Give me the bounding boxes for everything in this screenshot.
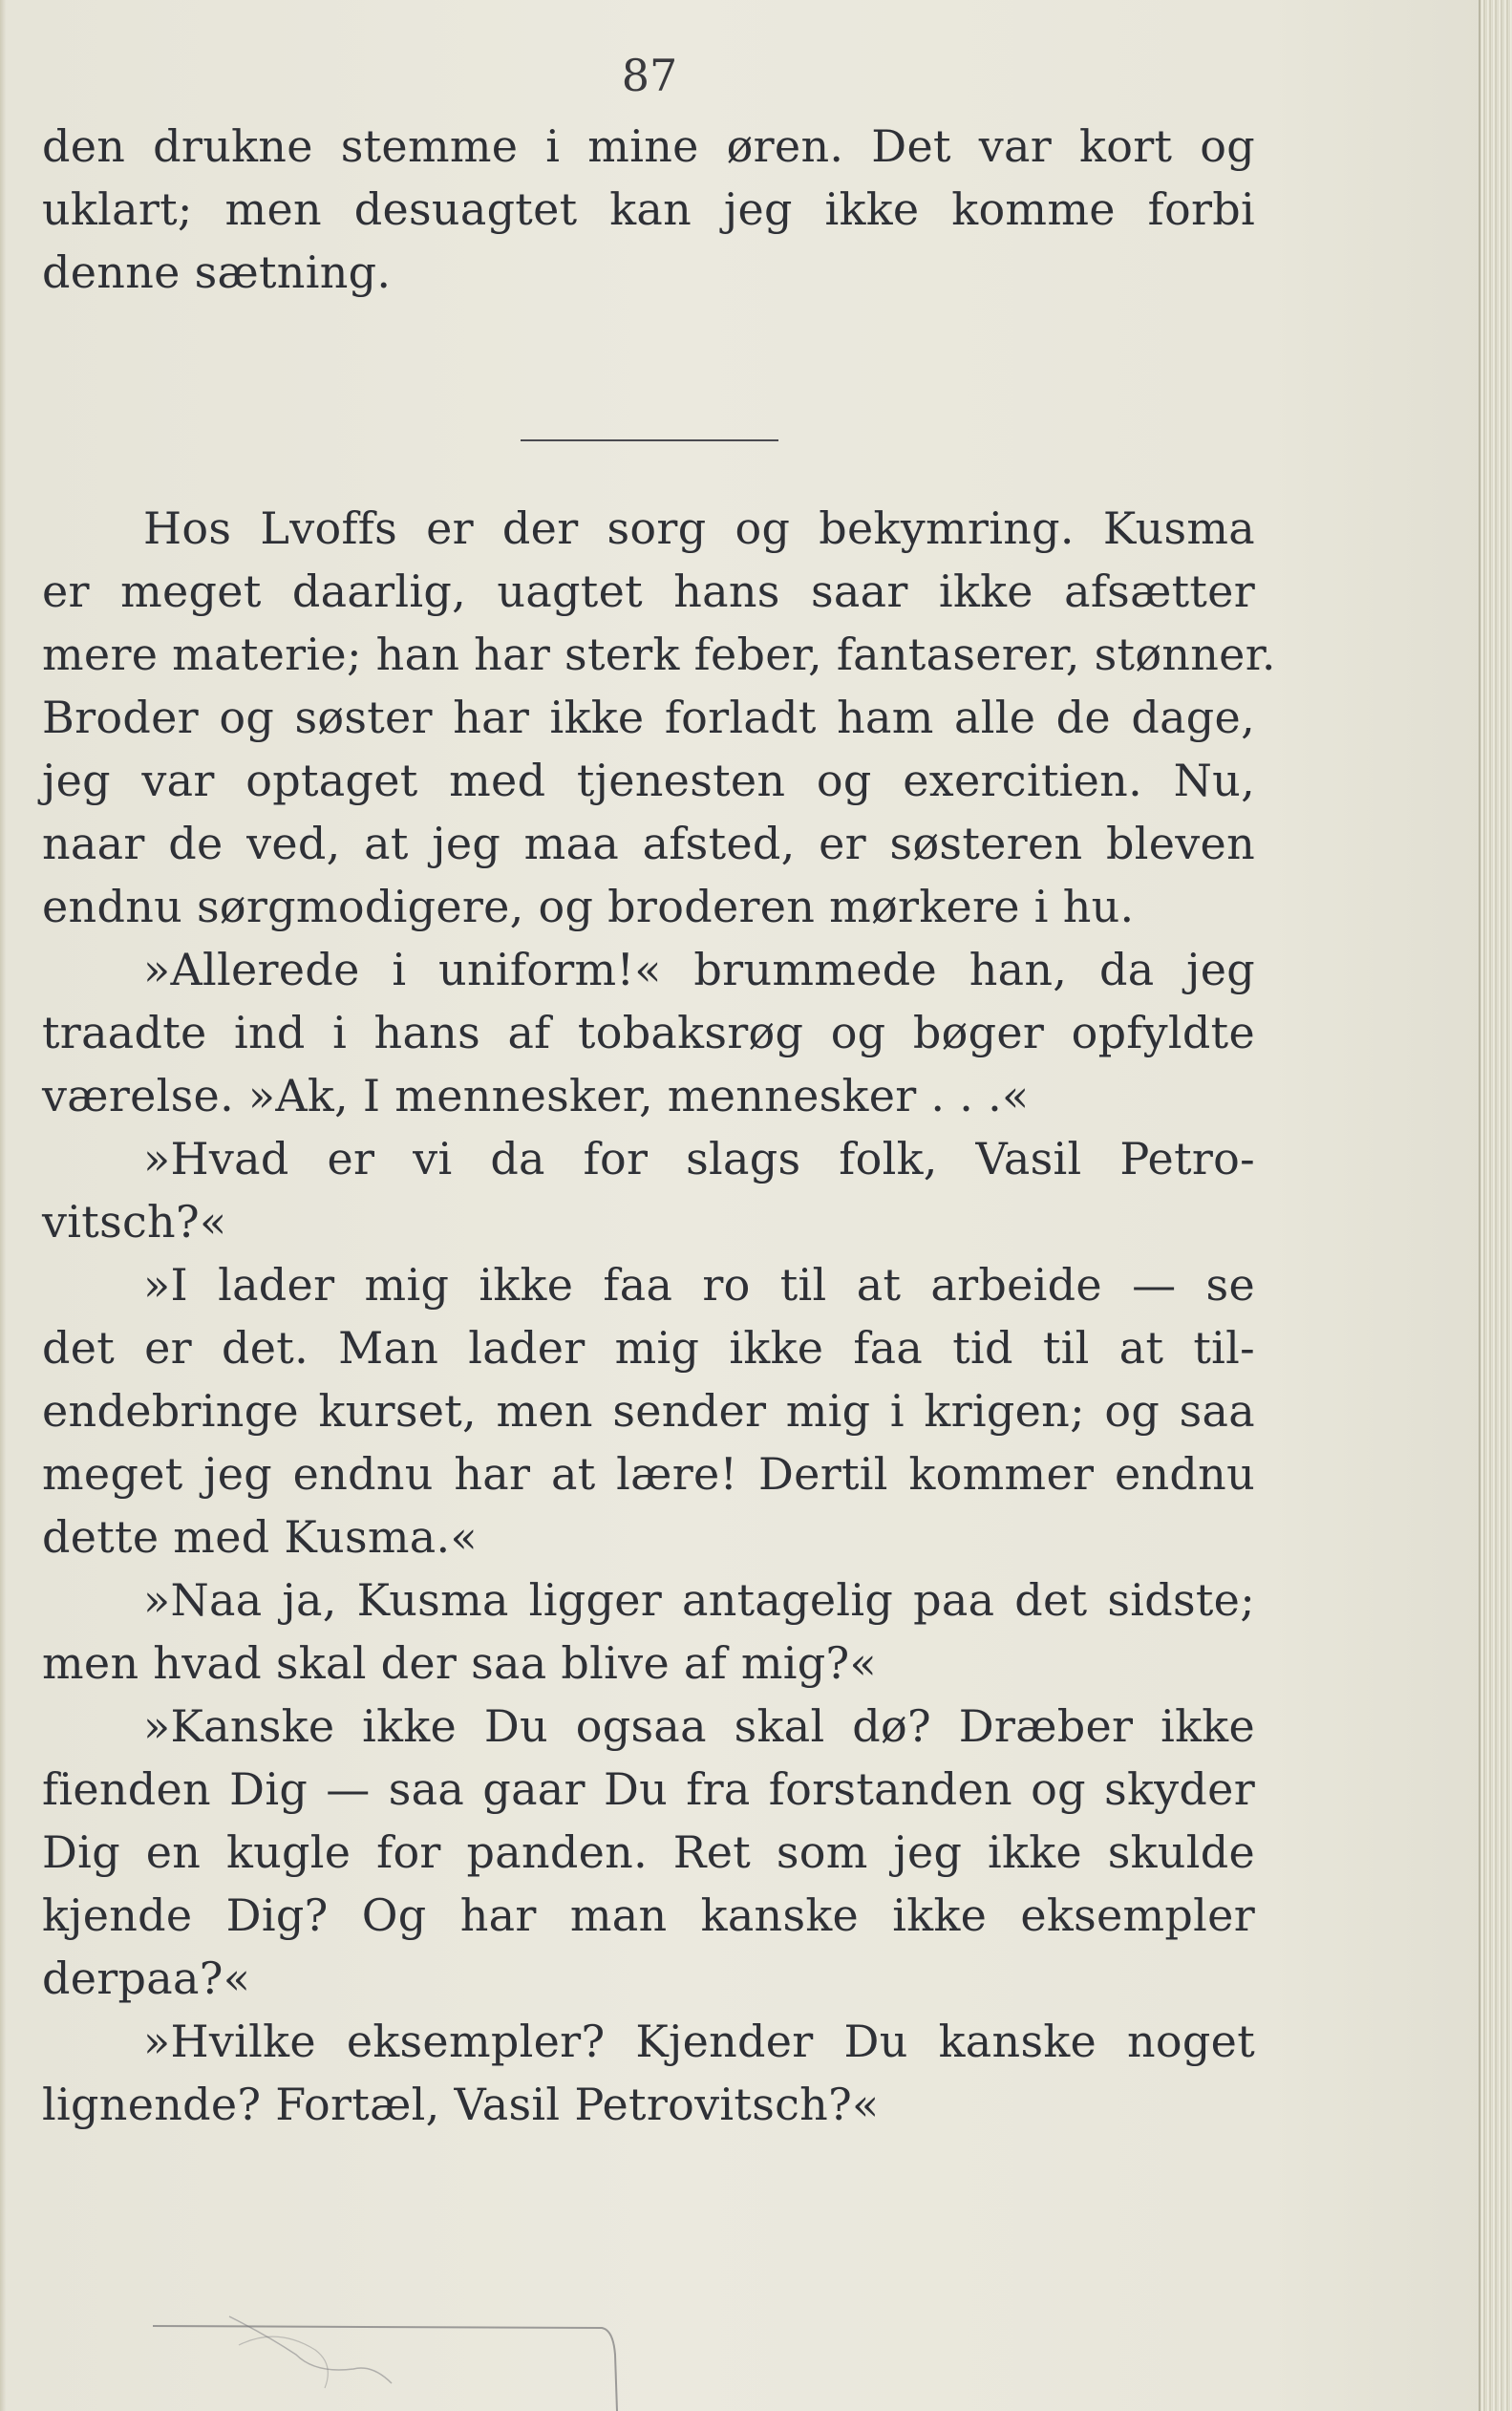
page-left-edge bbox=[0, 0, 6, 2411]
text-line: traadte ind i hans af tobaksrøg og bøger opfyldte bbox=[42, 1007, 1255, 1058]
text-line: men hvad skal der saa blive af mig?« bbox=[42, 1637, 877, 1689]
text-line: naar de ved, at jeg maa afsted, er søsteren bleven bbox=[42, 818, 1255, 869]
text-line: det er det. Man lader mig ikke faa tid til at til- bbox=[42, 1322, 1255, 1374]
text-line: lignende? Fortæl, Vasil Petrovitsch?« bbox=[42, 2079, 880, 2130]
text-line: endnu sørgmodigere, og broderen mørkere i hu. bbox=[42, 881, 1135, 932]
page-stack-edge bbox=[1479, 0, 1512, 2411]
text-line: meget jeg endnu har at lære! Dertil kommer endnu bbox=[42, 1448, 1255, 1500]
text-line: Broder og søster har ikke forladt ham alle de dage, bbox=[42, 692, 1255, 743]
bottom-stain-mark bbox=[153, 2297, 630, 2411]
text-line: Hos Lvoffs er der sorg og bekymring. Kusma bbox=[143, 502, 1255, 554]
text-line: er meget daarlig, uagtet hans saar ikke afsætter bbox=[42, 565, 1255, 617]
text-line: fienden Dig — saa gaar Du fra forstanden og skyder bbox=[42, 1763, 1255, 1815]
text-line: kjende Dig? Og har man kanske ikke eksempler bbox=[42, 1889, 1255, 1941]
text-line: Dig en kugle for panden. Ret som jeg ikke skulde bbox=[42, 1826, 1255, 1878]
page-number: 87 bbox=[621, 50, 678, 101]
text-line: uklart; men desuagtet kan jeg ikke komme forbi bbox=[42, 183, 1255, 235]
section-divider bbox=[521, 439, 778, 441]
text-line: mere materie; han har sterk feber, fantaserer, stønner. bbox=[42, 629, 1276, 680]
text-line: »Hvilke eksempler? Kjender Du kanske noget bbox=[143, 2016, 1255, 2067]
text-line: den drukne stemme i mine øren. Det var kort og bbox=[42, 120, 1255, 172]
text-line: »Allerede i uniform!« brummede han, da jeg bbox=[143, 944, 1255, 995]
text-line: endebringe kurset, men sender mig i krigen; og saa bbox=[42, 1385, 1255, 1437]
text-line: værelse. »Ak, I mennesker, mennesker . . .« bbox=[42, 1070, 1030, 1121]
text-line: »Hvad er vi da for slags folk, Vasil Petro- bbox=[143, 1133, 1255, 1184]
text-line: derpaa?« bbox=[42, 1952, 251, 2004]
text-line: vitsch?« bbox=[42, 1196, 227, 1248]
text-line: »Naa ja, Kusma ligger antagelig paa det sidste; bbox=[143, 1574, 1255, 1626]
text-line: jeg var optaget med tjenesten og exercitien. Nu, bbox=[42, 755, 1255, 806]
text-line: »Kanske ikke Du ogsaa skal dø? Dræber ikke bbox=[143, 1700, 1255, 1752]
text-line: denne sætning. bbox=[42, 246, 392, 298]
text-line: »I lader mig ikke faa ro til at arbeide — se bbox=[143, 1259, 1255, 1311]
text-line: dette med Kusma.« bbox=[42, 1511, 478, 1563]
